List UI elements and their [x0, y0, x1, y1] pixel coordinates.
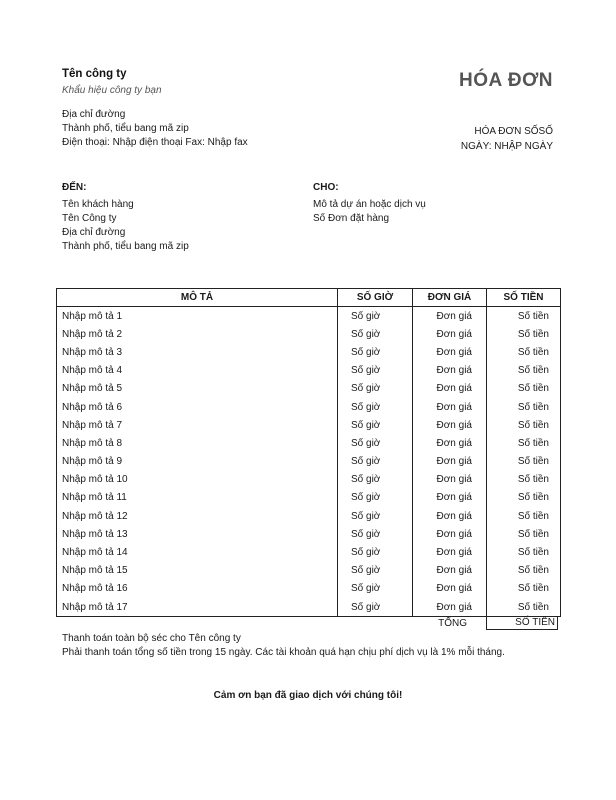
table-row — [57, 543, 561, 561]
payment-instructions: Thanh toán toàn bộ séc cho Tên công ty — [62, 633, 241, 644]
row-amount: Số tiền — [487, 325, 561, 343]
row-hours: Số giờ — [338, 489, 413, 507]
table-row — [57, 398, 561, 416]
row-price: Đơn giá — [413, 343, 487, 361]
table-row — [57, 562, 561, 580]
header-hours: SỐ GIỜ — [338, 289, 413, 307]
table-row — [57, 598, 561, 617]
header-amount: SỐ TIỀN — [487, 289, 561, 307]
row-description: Nhập mô tả 10 — [57, 471, 338, 489]
row-amount: Số tiền — [487, 398, 561, 416]
row-hours: Số giờ — [338, 471, 413, 489]
row-hours: Số giờ — [338, 416, 413, 434]
row-price: Đơn giá — [413, 598, 487, 617]
row-hours: Số giờ — [338, 507, 413, 525]
company-address-city: Thành phố, tiểu bang mã zip — [62, 123, 189, 134]
company-name: Tên công ty — [62, 68, 127, 80]
table-row — [57, 380, 561, 398]
table-row — [57, 489, 561, 507]
row-description: Nhập mô tả 7 — [57, 416, 338, 434]
for-po-number: Số Đơn đặt hàng — [313, 213, 390, 224]
payment-terms: Phải thanh toán tổng số tiền trong 15 ngày. Các tài khoản quá hạn chịu phí dịch vụ là 1% mỗi tháng. — [62, 647, 505, 658]
to-street: Địa chỉ đường — [62, 227, 126, 238]
table-row — [57, 307, 561, 326]
table-row — [57, 434, 561, 452]
row-price: Đơn giá — [413, 543, 487, 561]
row-description: Nhập mô tả 8 — [57, 434, 338, 452]
row-price: Đơn giá — [413, 525, 487, 543]
row-description: Nhập mô tả 14 — [57, 543, 338, 561]
row-amount: Số tiền — [487, 416, 561, 434]
row-amount: Số tiền — [487, 362, 561, 380]
table-row — [57, 453, 561, 471]
row-amount: Số tiền — [487, 580, 561, 598]
company-address-street: Địa chỉ đường — [62, 109, 126, 120]
row-amount: Số tiền — [487, 343, 561, 361]
table-row — [57, 416, 561, 434]
row-amount: Số tiền — [487, 489, 561, 507]
row-description: Nhập mô tả 4 — [57, 362, 338, 380]
row-amount: Số tiền — [487, 434, 561, 452]
row-hours: Số giờ — [338, 453, 413, 471]
invoice-number: HÓA ĐƠN SỐSỐ — [474, 126, 553, 137]
to-customer-name: Tên khách hàng — [62, 199, 134, 210]
row-amount: Số tiền — [487, 471, 561, 489]
row-description: Nhập mô tả 15 — [57, 562, 338, 580]
row-description: Nhập mô tả 9 — [57, 453, 338, 471]
row-price: Đơn giá — [413, 362, 487, 380]
row-hours: Số giờ — [338, 434, 413, 452]
row-amount: Số tiền — [487, 507, 561, 525]
total-value: SỐ TIỀN — [486, 616, 558, 630]
invoice-title: HÓA ĐƠN — [459, 70, 553, 91]
row-description: Nhập mô tả 5 — [57, 380, 338, 398]
row-description: Nhập mô tả 3 — [57, 343, 338, 361]
row-price: Đơn giá — [413, 471, 487, 489]
company-phone-fax: Điện thoại: Nhập điện thoại Fax: Nhập fax — [62, 137, 248, 148]
total-label: TỔNG — [438, 618, 467, 629]
invoice-date: NGÀY: NHẬP NGÀY — [460, 141, 553, 152]
row-amount: Số tiền — [487, 598, 561, 617]
row-price: Đơn giá — [413, 562, 487, 580]
row-description: Nhập mô tả 1 — [57, 307, 338, 326]
row-price: Đơn giá — [413, 416, 487, 434]
row-hours: Số giờ — [338, 307, 413, 326]
table-row — [57, 525, 561, 543]
table-row — [57, 343, 561, 361]
row-hours: Số giờ — [338, 343, 413, 361]
row-description: Nhập mô tả 12 — [57, 507, 338, 525]
to-city: Thành phố, tiểu bang mã zip — [62, 241, 189, 252]
row-amount: Số tiền — [487, 562, 561, 580]
for-label: CHO: — [313, 182, 339, 193]
company-slogan: Khẩu hiệu công ty bạn — [62, 85, 162, 96]
for-project-description: Mô tả dự án hoặc dịch vụ — [313, 199, 426, 210]
row-hours: Số giờ — [338, 525, 413, 543]
row-description: Nhập mô tả 6 — [57, 398, 338, 416]
header-price: ĐƠN GIÁ — [413, 289, 487, 307]
row-price: Đơn giá — [413, 434, 487, 452]
row-price: Đơn giá — [413, 580, 487, 598]
table-header-row — [57, 289, 561, 307]
row-price: Đơn giá — [413, 307, 487, 326]
table-row — [57, 325, 561, 343]
to-company-name: Tên Công ty — [62, 213, 117, 224]
thank-you-message: Cảm ơn bạn đã giao dịch với chúng tôi! — [213, 690, 403, 701]
row-hours: Số giờ — [338, 380, 413, 398]
row-description: Nhập mô tả 2 — [57, 325, 338, 343]
row-hours: Số giờ — [338, 598, 413, 617]
table-row — [57, 580, 561, 598]
row-amount: Số tiền — [487, 525, 561, 543]
row-description: Nhập mô tả 16 — [57, 580, 338, 598]
row-description: Nhập mô tả 17 — [57, 598, 338, 617]
table-row — [57, 362, 561, 380]
table-row — [57, 471, 561, 489]
row-amount: Số tiền — [487, 380, 561, 398]
row-hours: Số giờ — [338, 562, 413, 580]
to-label: ĐẾN: — [62, 182, 87, 193]
table-row — [57, 507, 561, 525]
row-amount: Số tiền — [487, 543, 561, 561]
row-price: Đơn giá — [413, 507, 487, 525]
row-hours: Số giờ — [338, 325, 413, 343]
invoice-items-table — [56, 288, 561, 617]
row-amount: Số tiền — [487, 307, 561, 326]
row-hours: Số giờ — [338, 362, 413, 380]
row-price: Đơn giá — [413, 453, 487, 471]
row-description: Nhập mô tả 13 — [57, 525, 338, 543]
row-price: Đơn giá — [413, 325, 487, 343]
header-description: MÔ TẢ — [57, 289, 338, 307]
row-price: Đơn giá — [413, 380, 487, 398]
row-hours: Số giờ — [338, 543, 413, 561]
row-description: Nhập mô tả 11 — [57, 489, 338, 507]
row-hours: Số giờ — [338, 398, 413, 416]
row-hours: Số giờ — [338, 580, 413, 598]
row-price: Đơn giá — [413, 489, 487, 507]
row-price: Đơn giá — [413, 398, 487, 416]
row-amount: Số tiền — [487, 453, 561, 471]
